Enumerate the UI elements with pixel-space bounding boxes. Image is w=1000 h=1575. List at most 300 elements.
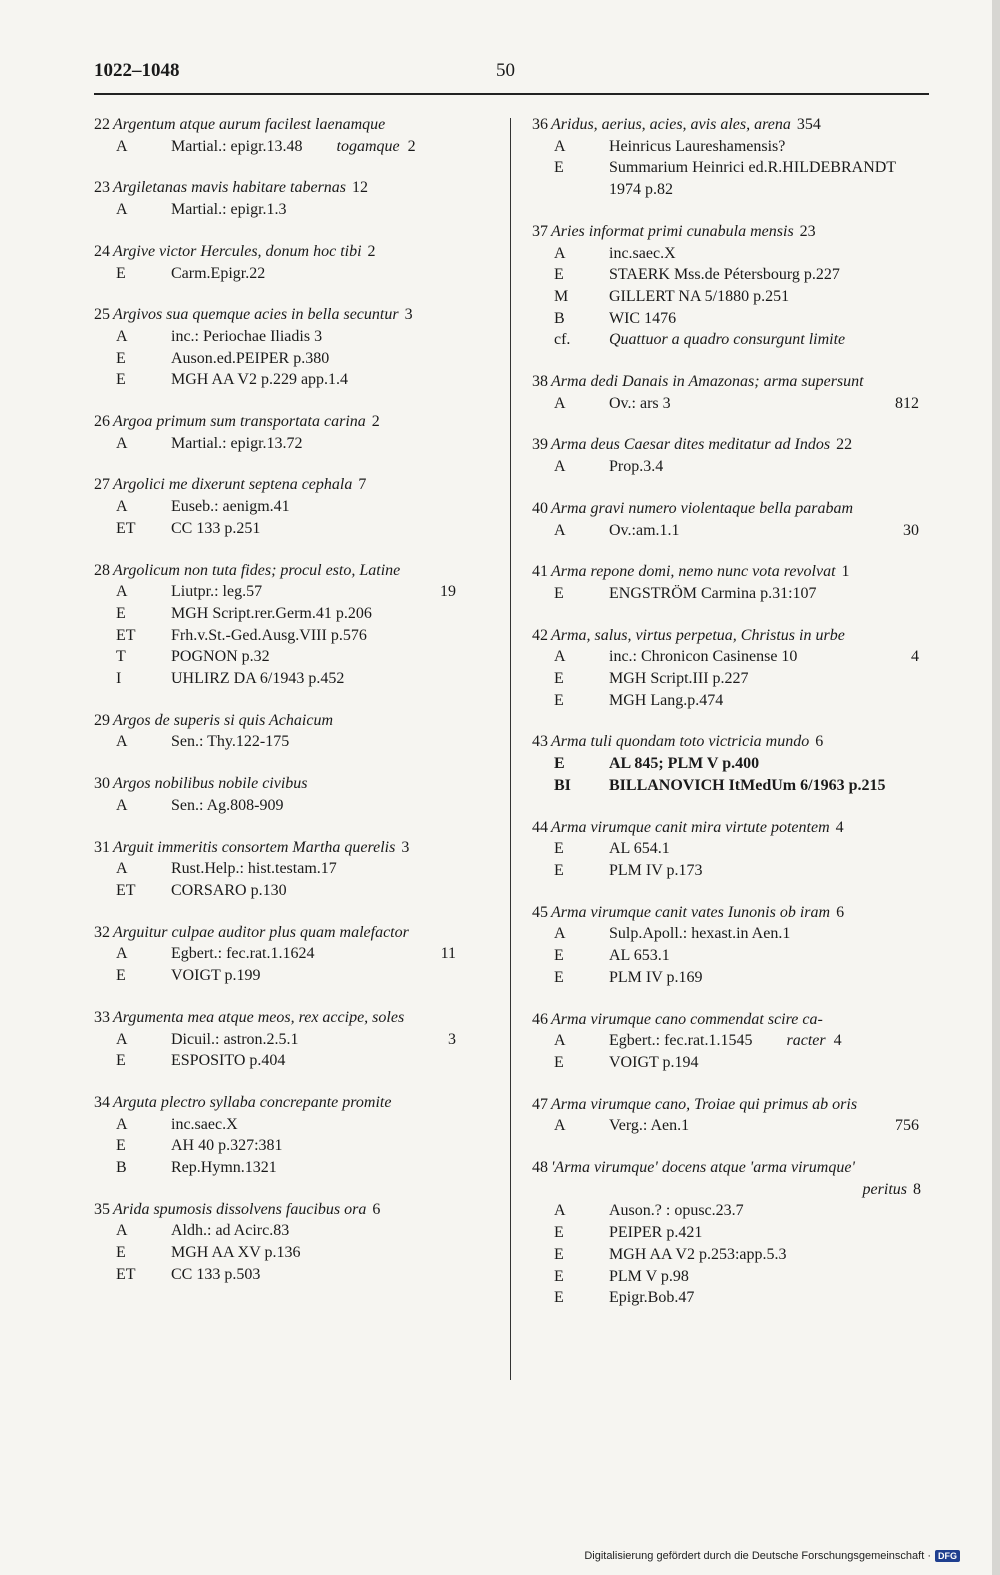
source-type: A	[116, 327, 128, 345]
source-reference: Summarium Heinrici ed.R.HILDEBRANDT	[609, 159, 897, 177]
source-continuation: 1974 p.82	[609, 181, 673, 199]
entry	[94, 922, 494, 987]
verse-count: 2	[371, 413, 380, 431]
entry-incipit: Argivos sua quemque acies in bella secuntur	[113, 306, 399, 324]
entry-incipit: Arma gravi numero violentaque bella parabam	[551, 499, 854, 517]
source-row	[94, 1220, 494, 1242]
entry	[94, 241, 494, 284]
entry-number: 41	[532, 563, 548, 581]
source-type: E	[554, 1053, 564, 1071]
source-reference: Egbert.: fec.rat.1.1624	[171, 945, 315, 963]
source-type: E	[554, 1245, 564, 1263]
entry	[94, 560, 494, 690]
source-row	[532, 264, 957, 286]
page-header	[94, 60, 929, 90]
entry-number: 31	[94, 838, 110, 856]
entry-incipit: Arma virumque canit vates Iunonis ob iram	[551, 903, 831, 921]
entry-number: 46	[532, 1010, 548, 1028]
entry-incipit: Arida spumosis dissolvens faucibus ora	[113, 1200, 367, 1218]
entry-title	[532, 1009, 957, 1031]
entry-incipit: 'Arma virumque' docens atque 'arma virumque'	[551, 1159, 855, 1177]
source-type: B	[116, 1159, 127, 1177]
source-reference: STAERK Mss.de Pétersbourg p.227	[609, 266, 840, 284]
source-type: E	[554, 1224, 564, 1242]
source-type: BI	[554, 776, 571, 794]
source-row	[94, 1050, 494, 1072]
entry-title	[94, 560, 494, 582]
incipit-fragment: togamque	[336, 137, 400, 155]
left-column	[94, 114, 494, 1306]
verse-count: 812	[895, 394, 919, 412]
entry-incipit: Argoa primum sum transportata carina	[113, 413, 366, 431]
source-reference: inc.: Chronicon Casinense 10	[609, 648, 798, 666]
source-reference: CC 133 p.503	[171, 1265, 261, 1283]
entry-number: 26	[94, 413, 110, 431]
verse-count: 8	[913, 1180, 921, 1198]
entry-title	[94, 304, 494, 326]
source-type: E	[116, 349, 126, 367]
entry-number: 45	[532, 903, 548, 921]
source-reference: inc.: Periochae Iliadis 3	[171, 327, 323, 345]
verse-count: 354	[796, 116, 821, 133]
entry	[532, 434, 957, 477]
source-type: E	[554, 755, 565, 773]
entry-number: 30	[94, 775, 110, 793]
footer-text: Digitalisierung gefördert durch die Deutsche Forschungsgemeinschaft ·	[584, 1550, 931, 1562]
entry-title	[94, 1092, 494, 1114]
source-reference: PLM V p.98	[609, 1267, 689, 1285]
entry	[94, 1199, 494, 1286]
source-type: A	[116, 860, 128, 878]
entry	[532, 902, 957, 989]
entry-title	[94, 411, 494, 433]
source-reference: MGH AA V2 p.253:app.5.3	[609, 1245, 787, 1263]
source-type: A	[554, 1202, 566, 1220]
source-type: B	[554, 309, 565, 327]
source-type: A	[116, 796, 128, 814]
entry	[532, 1094, 957, 1137]
source-reference: Sen.: Ag.808-909	[171, 796, 284, 814]
source-type: A	[554, 1032, 566, 1050]
source-type: A	[554, 394, 566, 412]
source-type: A	[116, 733, 128, 751]
source-reference: MGH Lang.p.474	[609, 691, 724, 709]
entry-incipit: Arma tuli quondam toto victricia mundo	[551, 733, 810, 751]
source-type: ET	[116, 519, 136, 537]
entry-incipit: Argentum atque aurum facilest laenamque	[113, 116, 386, 133]
entry-title	[94, 1007, 494, 1029]
entry-number: 25	[94, 306, 110, 324]
source-row	[532, 668, 957, 690]
entry-incipit: Arguta plectro syllaba concrepante promite	[113, 1093, 392, 1111]
source-type: E	[554, 266, 564, 284]
source-type: E	[116, 1137, 126, 1155]
entry-number: 42	[532, 626, 548, 644]
entry	[94, 1007, 494, 1072]
entry-incipit: Arma virumque cano, Troiae qui primus ab oris	[551, 1095, 858, 1113]
source-type: E	[554, 861, 564, 879]
source-type: E	[116, 967, 126, 985]
source-type: I	[116, 670, 122, 688]
source-reference: Prop.3.4	[609, 458, 664, 476]
dfg-logo: DFG	[935, 1550, 960, 1562]
incipit-fragment: racter	[786, 1032, 826, 1050]
source-reference: UHLIRZ DA 6/1943 p.452	[171, 670, 345, 688]
entry	[94, 1092, 494, 1179]
source-reference: MGH AA V2 p.229 app.1.4	[171, 371, 349, 389]
source-reference: GILLERT NA 5/1880 p.251	[609, 287, 790, 305]
verse-count: 30	[903, 521, 919, 539]
entry	[94, 474, 494, 539]
source-reference: Martial.: epigr.13.72	[171, 434, 303, 452]
source-row	[94, 1264, 494, 1286]
verse-count: 7	[358, 476, 367, 494]
entry-number: 47	[532, 1095, 548, 1113]
source-type: A	[554, 458, 566, 476]
entry-number: 23	[94, 179, 110, 197]
entry-incipit: Arguit immeritis consortem Martha querelis	[113, 838, 396, 856]
entry	[94, 710, 494, 753]
source-row	[94, 1157, 494, 1179]
entry-number: 28	[94, 561, 110, 579]
source-reference: AH 40 p.327:381	[171, 1137, 283, 1155]
source-type: A	[554, 137, 566, 155]
source-row	[94, 518, 494, 540]
verse-count: 756	[895, 1117, 919, 1135]
source-type: E	[554, 159, 564, 177]
entry	[94, 411, 494, 454]
source-row	[532, 157, 957, 179]
entry-title	[94, 710, 494, 732]
entry-title	[94, 1199, 494, 1221]
source-type: A	[554, 648, 566, 666]
source-reference: Ov.: ars 3	[609, 394, 671, 412]
footer	[584, 1550, 960, 1562]
source-row	[532, 753, 957, 775]
entry-title	[94, 177, 494, 199]
entry-incipit: Aridus, aerius, acies, avis ales, arena	[551, 116, 791, 133]
source-row	[532, 393, 957, 415]
entry-incipit: Argolici me dixerunt septena cephala	[113, 476, 353, 494]
entry-number: 38	[532, 373, 548, 391]
source-row	[94, 433, 494, 455]
source-row	[94, 603, 494, 625]
source-reference: VOIGT p.199	[171, 967, 261, 985]
entry-number: 44	[532, 818, 548, 836]
entry-title	[94, 474, 494, 496]
source-row	[532, 1030, 957, 1052]
verse-count: 6	[372, 1200, 381, 1218]
source-row	[94, 668, 494, 690]
source-reference: Sulp.Apoll.: hexast.in Aen.1	[609, 925, 791, 943]
source-row	[94, 1029, 494, 1051]
source-type: A	[116, 1115, 128, 1133]
verse-count: 6	[836, 903, 845, 921]
entry-incipit: Arma virumque canit mira virtute potentem	[551, 818, 830, 836]
entry-title	[532, 371, 957, 393]
source-reference: PLM IV p.169	[609, 968, 703, 986]
source-row	[532, 967, 957, 989]
entry	[532, 371, 957, 414]
source-reference: CORSARO p.130	[171, 881, 287, 899]
incipit-continuation: peritus	[862, 1180, 907, 1198]
source-type: ET	[116, 626, 136, 644]
verse-count: 6	[815, 733, 824, 751]
source-row	[532, 646, 957, 668]
source-row	[532, 775, 957, 797]
source-reference: Liutpr.: leg.57	[171, 583, 263, 601]
entry-title	[532, 1157, 957, 1179]
source-reference: Rust.Help.: hist.testam.17	[171, 860, 337, 878]
source-row	[532, 243, 957, 265]
source-reference: Martial.: epigr.1.3	[171, 201, 287, 219]
entry-title	[94, 241, 494, 263]
source-type: A	[116, 583, 128, 601]
entry-incipit: Arma deus Caesar dites meditatur ad Indos	[551, 436, 831, 454]
source-row	[94, 858, 494, 880]
source-reference: MGH Script.III p.227	[609, 670, 749, 688]
verse-count: 1	[841, 563, 850, 581]
entry-title	[94, 922, 494, 944]
source-row	[532, 136, 957, 158]
source-row	[532, 1222, 957, 1244]
source-type: A	[116, 201, 128, 219]
entry-incipit: Argos de superis si quis Achaicum	[113, 711, 333, 729]
source-row	[94, 943, 494, 965]
source-type: E	[116, 604, 126, 622]
verse-count: 3	[448, 1030, 456, 1048]
source-row	[94, 136, 494, 158]
source-row	[532, 520, 957, 542]
entry-number: 27	[94, 476, 110, 494]
source-type: E	[116, 264, 126, 282]
source-row	[94, 965, 494, 987]
source-type: cf.	[554, 331, 571, 349]
entry-number: 33	[94, 1008, 110, 1026]
verse-count: 11	[440, 945, 456, 963]
source-row	[532, 690, 957, 712]
entry-title	[532, 498, 957, 520]
source-type: M	[554, 287, 569, 305]
entry-incipit: Arma virumque cano commendat scire ca-	[551, 1010, 823, 1028]
entry-range: 1022–1048	[94, 60, 180, 81]
source-row	[94, 646, 494, 668]
source-reference: Ov.:am.1.1	[609, 521, 680, 539]
right-column	[532, 114, 957, 1329]
source-type: A	[554, 1117, 566, 1135]
source-row	[532, 583, 957, 605]
source-reference: inc.saec.X	[171, 1115, 238, 1133]
source-type: A	[116, 498, 128, 516]
entry	[532, 561, 957, 604]
verse-count: 3	[401, 838, 410, 856]
source-row	[94, 326, 494, 348]
source-reference: Egbert.: fec.rat.1.1545	[609, 1032, 753, 1050]
source-type: E	[116, 1052, 126, 1070]
source-row	[94, 496, 494, 518]
entry-number: 29	[94, 711, 110, 729]
entry-title	[532, 731, 957, 753]
entry	[532, 1157, 957, 1309]
source-row	[94, 1242, 494, 1264]
source-reference: MGH Script.rer.Germ.41 p.206	[171, 604, 372, 622]
entry-number: 32	[94, 923, 110, 941]
entry	[532, 498, 957, 541]
source-reference: Dicuil.: astron.2.5.1	[171, 1030, 299, 1048]
verse-count: 2	[367, 242, 376, 260]
entry-number: 37	[532, 222, 548, 240]
source-type: A	[554, 244, 566, 262]
entry-incipit: Arma, salus, virtus perpetua, Christus in urbe	[551, 626, 845, 644]
verse-count: 23	[799, 222, 816, 240]
source-reference: BILLANOVICH ItMedUm 6/1963 p.215	[609, 776, 886, 794]
page-edge	[992, 0, 1000, 1575]
source-row	[532, 1287, 957, 1309]
entry	[532, 1009, 957, 1074]
source-row	[532, 1200, 957, 1222]
source-reference: Aldh.: ad Acirc.83	[171, 1222, 290, 1240]
entry-title	[94, 114, 494, 136]
source-row	[532, 923, 957, 945]
source-row	[94, 625, 494, 647]
source-reference: Quattuor a quadro consurgunt limite	[609, 331, 846, 349]
source-row	[94, 731, 494, 753]
source-row	[94, 1114, 494, 1136]
entry-title	[532, 434, 957, 456]
source-reference: MGH AA XV p.136	[171, 1244, 301, 1262]
source-type: A	[116, 1222, 128, 1240]
entry-title	[532, 817, 957, 839]
entry-number: 35	[94, 1200, 110, 1218]
source-type: E	[554, 968, 564, 986]
entry-incipit: Arma repone domi, nemo nunc vota revolvat	[551, 563, 836, 581]
source-reference: Heinricus Laureshamensis?	[609, 137, 786, 155]
source-reference: inc.saec.X	[609, 244, 676, 262]
entry	[532, 817, 957, 882]
source-row	[94, 369, 494, 391]
source-row	[532, 838, 957, 860]
source-reference: AL 845; PLM V p.400	[609, 755, 760, 773]
verse-count: 22	[836, 436, 853, 454]
entry-number: 36	[532, 116, 548, 133]
entry-incipit: Aries informat primi cunabula mensis	[551, 222, 794, 240]
source-reference: WIC 1476	[609, 309, 677, 327]
source-reference: Carm.Epigr.22	[171, 264, 266, 282]
source-type: E	[554, 670, 564, 688]
verse-count: 4	[833, 1032, 842, 1050]
entry	[532, 221, 957, 351]
source-row	[94, 263, 494, 285]
source-type: E	[116, 371, 126, 389]
source-reference: POGNON p.32	[171, 648, 270, 666]
entry-number: 34	[94, 1093, 110, 1111]
source-reference: Epigr.Bob.47	[609, 1289, 695, 1307]
source-row	[94, 795, 494, 817]
source-type: E	[554, 584, 564, 602]
entry-incipit: Argos nobilibus nobile civibus	[113, 775, 308, 793]
source-reference: PLM IV p.173	[609, 861, 703, 879]
entry-incipit: Arma dedi Danais in Amazonas; arma supersunt	[551, 373, 864, 391]
entry	[94, 304, 494, 391]
source-type: T	[116, 648, 126, 666]
source-reference: Auson.ed.PEIPER p.380	[171, 349, 330, 367]
entry-number: 40	[532, 499, 548, 517]
source-reference: PEIPER p.421	[609, 1224, 703, 1242]
source-row	[532, 860, 957, 882]
entry	[94, 177, 494, 220]
entry-title	[532, 902, 957, 924]
page-number: 50	[496, 60, 515, 81]
source-reference: AL 653.1	[609, 947, 670, 965]
source-reference: CC 133 p.251	[171, 519, 261, 537]
entry-title	[532, 625, 957, 647]
entry-number: 48	[532, 1159, 548, 1177]
entry	[532, 731, 957, 796]
source-reference: AL 654.1	[609, 840, 670, 858]
source-row	[94, 1135, 494, 1157]
entry-title-continuation	[532, 1179, 957, 1201]
column-divider	[510, 118, 511, 1380]
source-row	[532, 945, 957, 967]
source-reference: Auson.? : opusc.23.7	[609, 1202, 744, 1220]
source-type: A	[116, 1030, 128, 1048]
source-row	[532, 308, 957, 330]
source-type: A	[116, 434, 128, 452]
source-type: E	[554, 691, 564, 709]
source-type: ET	[116, 1265, 136, 1283]
source-type: E	[554, 1267, 564, 1285]
source-row	[94, 880, 494, 902]
source-type: A	[116, 137, 128, 155]
source-reference: Euseb.: aenigm.41	[171, 498, 290, 516]
source-reference: Frh.v.St.-Ged.Ausg.VIII p.576	[171, 626, 367, 644]
source-type: A	[554, 521, 566, 539]
source-type: E	[554, 947, 564, 965]
verse-count: 3	[404, 306, 413, 324]
source-row	[94, 199, 494, 221]
entry	[532, 114, 957, 201]
entry	[94, 114, 494, 157]
entry-number: 24	[94, 242, 110, 260]
entry-incipit: Argive victor Hercules, donum hoc tibi	[113, 242, 362, 260]
source-reference: VOIGT p.194	[609, 1053, 699, 1071]
header-rule	[94, 93, 929, 95]
source-type: A	[554, 925, 566, 943]
entry-title	[94, 837, 494, 859]
entry-incipit: Argumenta mea atque meos, rex accipe, soles	[113, 1008, 405, 1026]
source-reference: Sen.: Thy.122-175	[171, 733, 290, 751]
entry-number: 43	[532, 733, 548, 751]
entry-incipit: Argolicum non tuta fides; procul esto, Latine	[113, 561, 401, 579]
source-row	[94, 581, 494, 603]
source-reference: Verg.: Aen.1	[609, 1117, 690, 1135]
source-row	[532, 1266, 957, 1288]
source-row	[532, 1115, 957, 1137]
source-row	[532, 286, 957, 308]
verse-count: 4	[835, 818, 844, 836]
verse-count: 12	[352, 179, 369, 197]
source-row	[94, 348, 494, 370]
source-reference: Rep.Hymn.1321	[171, 1159, 277, 1177]
entry-title	[532, 221, 957, 243]
source-reference: Martial.: epigr.13.48	[171, 137, 303, 155]
entry-title	[532, 1094, 957, 1116]
source-reference: ESPOSITO p.404	[171, 1052, 286, 1070]
source-type: ET	[116, 881, 136, 899]
source-type: E	[554, 1289, 564, 1307]
entry	[94, 773, 494, 816]
verse-count: 4	[911, 648, 919, 666]
